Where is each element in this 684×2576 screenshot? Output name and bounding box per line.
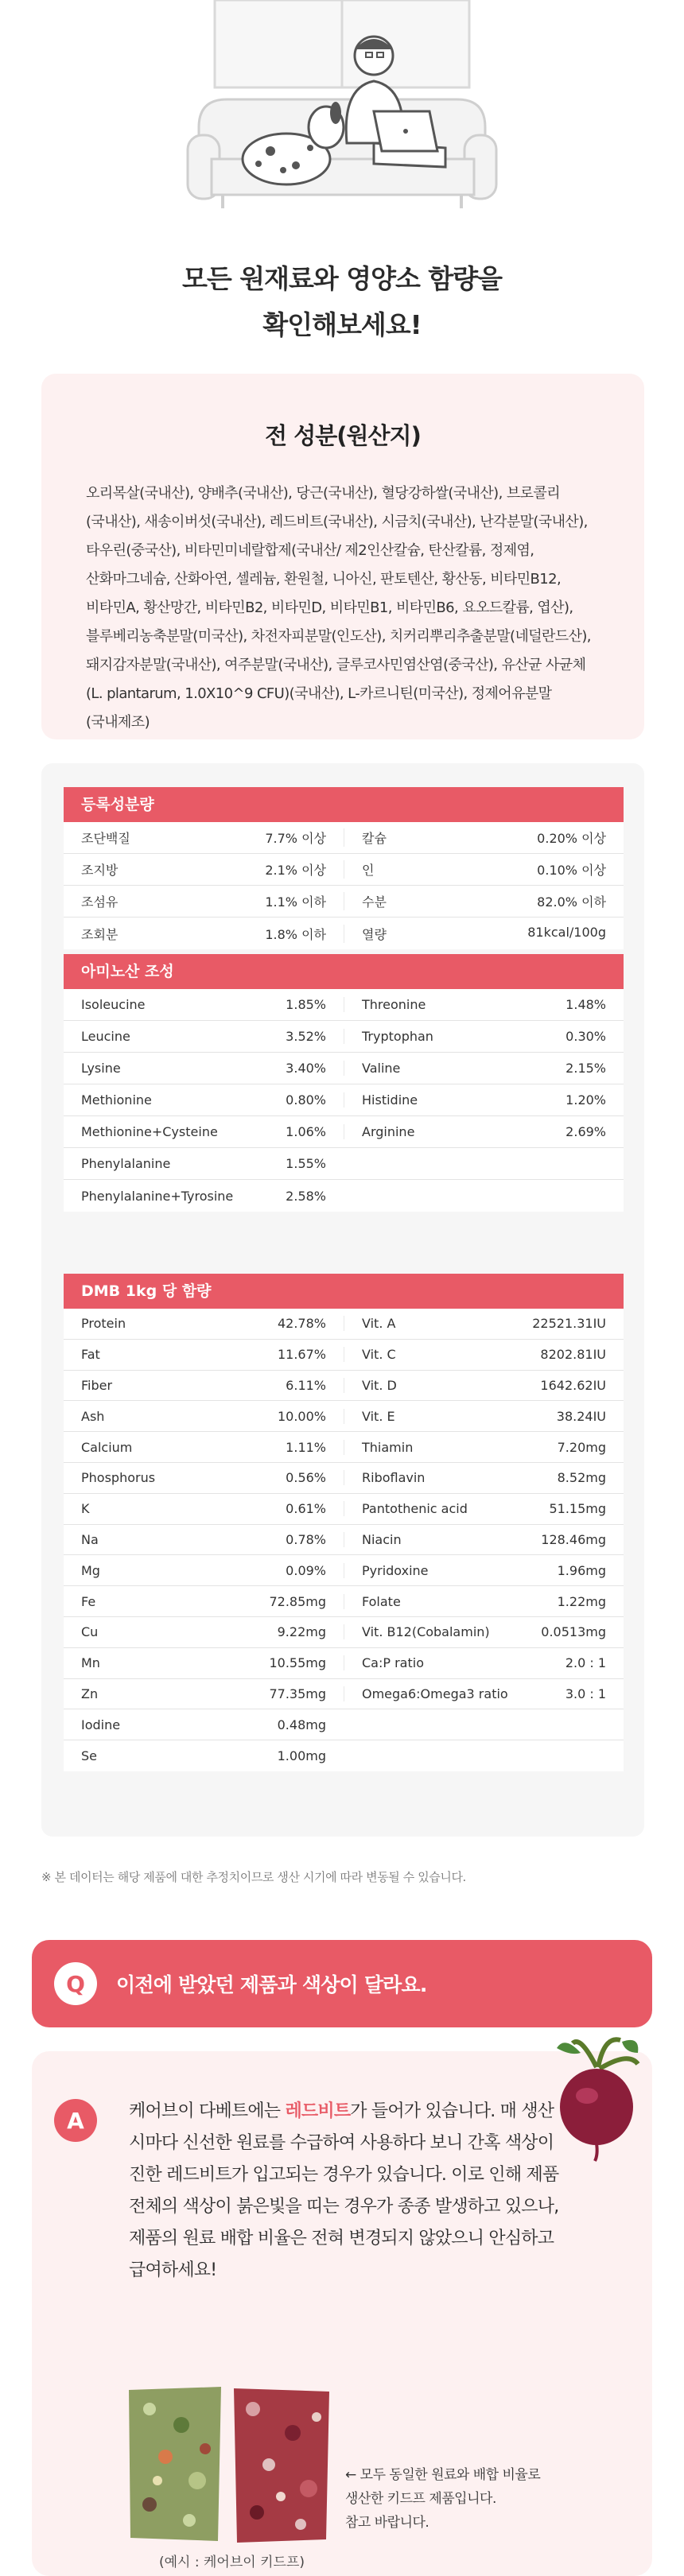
- nutrient-name: Vit. B12(Cobalamin): [362, 1624, 490, 1640]
- hero-section: [0, 0, 684, 374]
- nutrient-value: 0.30%: [565, 1029, 606, 1044]
- nutrient-value: 1.20%: [565, 1092, 606, 1108]
- table-cell: [64, 1563, 344, 1578]
- side-note-line-2: 생산한 키드프 제품입니다.: [345, 2491, 496, 2507]
- table-row: [64, 822, 624, 854]
- table-cell: [344, 1316, 624, 1331]
- table-row: [64, 1463, 624, 1494]
- table-cell: [64, 997, 344, 1012]
- table-row: [64, 854, 624, 886]
- nutrient-value: 7.20mg: [557, 1439, 606, 1455]
- table-row: [64, 1555, 624, 1586]
- table-cell: [64, 1189, 344, 1204]
- nutrient-name: Phosphorus: [81, 1470, 156, 1486]
- table-cell: [64, 1156, 344, 1171]
- nutrient-value: 3.52%: [286, 1029, 326, 1044]
- table-cell: [64, 1501, 344, 1516]
- table-cell: [344, 1061, 624, 1076]
- nutrient-value: 1.96mg: [557, 1562, 606, 1578]
- nutrient-name: Vit. E: [362, 1408, 395, 1424]
- nutrient-name: K: [81, 1501, 90, 1517]
- table-cell: [344, 1594, 624, 1609]
- nutrient-name: Vit. C: [362, 1347, 396, 1363]
- table-row: [64, 1340, 624, 1371]
- table-cell: [344, 1124, 624, 1139]
- nutrient-value: 1.85%: [286, 997, 326, 1012]
- nutrient-value: 72.85mg: [269, 1593, 326, 1609]
- table-row: [64, 1709, 624, 1740]
- table-cell: [64, 892, 344, 910]
- nutrient-value: 8202.81IU: [540, 1347, 606, 1363]
- table-cell: [64, 1092, 344, 1108]
- table-row: [64, 1617, 624, 1648]
- table-cell: [344, 1501, 624, 1516]
- table-row: [64, 918, 624, 949]
- nutrient-value: 0.56%: [286, 1470, 326, 1486]
- nutrient-value: 0.80%: [286, 1092, 326, 1108]
- nutrient-value: 10.55mg: [269, 1655, 326, 1671]
- amino-section: [64, 954, 624, 1212]
- headline-line-1: 모든 원재료와 영양소 함량을: [181, 263, 502, 294]
- answer-mark-badge: A: [54, 2099, 97, 2142]
- table-cell: [64, 1378, 344, 1393]
- table-cell: [64, 925, 344, 943]
- nutrient-value: 1.06%: [286, 1124, 326, 1139]
- nutrient-name: Niacin: [362, 1531, 402, 1547]
- nutrient-name: Phenylalanine+Tyrosine: [81, 1188, 234, 1204]
- nutrient-name: 칼슘: [362, 831, 387, 846]
- dmb-table: [64, 1309, 624, 1771]
- qa-section: [32, 1940, 652, 2576]
- table-row: [64, 1021, 624, 1053]
- ingredients-title: 전 성분(원산지): [265, 422, 421, 449]
- table-cell: [64, 1594, 344, 1609]
- nutrient-name: 조단백질: [81, 831, 130, 846]
- nutrient-name: Methionine: [81, 1092, 152, 1108]
- nutrient-value: 1.22mg: [557, 1593, 606, 1609]
- table-cell: [64, 1440, 344, 1455]
- question-mark-badge: Q: [54, 1962, 97, 2005]
- red-product-image: [234, 2388, 329, 2543]
- question-bar: [32, 1940, 652, 2027]
- nutrient-name: 수분: [362, 894, 387, 910]
- table-row: [64, 1494, 624, 1525]
- nutrient-name: Cu: [81, 1624, 99, 1640]
- page-headline: [0, 256, 684, 348]
- nutrition-tables-panel: [41, 763, 644, 1837]
- amino-section-title: 아미노산 조성: [64, 954, 624, 989]
- nutrient-name: Se: [81, 1748, 97, 1764]
- table-cell: [344, 828, 624, 847]
- product-image-caption: (예시 : 케어브이 키드프): [159, 2555, 305, 2570]
- table-row: [64, 1148, 624, 1180]
- registered-table: [64, 822, 624, 949]
- nutrient-value: 1.11%: [286, 1439, 326, 1455]
- table-row: [64, 989, 624, 1021]
- nutrient-name: Fe: [81, 1593, 96, 1609]
- nutrient-value: 2.69%: [565, 1124, 606, 1139]
- nutrient-value: 82.0% 이하: [537, 894, 606, 910]
- answer-text: [129, 2096, 574, 2287]
- table-cell: [64, 860, 344, 879]
- nutrient-name: Fat: [81, 1347, 100, 1363]
- table-cell: [344, 860, 624, 879]
- nutrient-value: 51.15mg: [549, 1501, 606, 1517]
- table-row: [64, 886, 624, 918]
- table-cell: [344, 1655, 624, 1670]
- nutrient-name: Na: [81, 1531, 99, 1547]
- nutrient-value: 6.11%: [286, 1377, 326, 1393]
- nutrient-name: Protein: [81, 1316, 126, 1332]
- amino-table: [64, 989, 624, 1212]
- nutrient-value: 22521.31IU: [532, 1316, 606, 1332]
- table-cell: [64, 1624, 344, 1639]
- nutrient-name: Lysine: [81, 1061, 121, 1076]
- nutrient-value: 3.0 : 1: [565, 1686, 606, 1701]
- nutrient-value: 8.52mg: [557, 1470, 606, 1486]
- disclaimer-note: ※ 본 데이터는 해당 제품에 대한 추정치이므로 생산 시기에 따라 변동될 수 있습니다.: [41, 1870, 466, 1884]
- table-row: [64, 1309, 624, 1340]
- nutrient-value: 9.22mg: [277, 1624, 326, 1640]
- nutrient-value: 42.78%: [277, 1316, 326, 1332]
- nutrient-value: 1.8% 이하: [265, 926, 326, 942]
- nutrient-name: Omega6:Omega3 ratio: [362, 1686, 508, 1701]
- nutrient-value: 0.0513mg: [541, 1624, 606, 1640]
- nutrient-name: Histidine: [362, 1092, 418, 1108]
- nutrient-name: Arginine: [362, 1124, 415, 1139]
- nutrient-name: Threonine: [362, 997, 426, 1012]
- nutrient-name: Leucine: [81, 1029, 130, 1044]
- nutrient-name: Mg: [81, 1562, 100, 1578]
- table-cell: [344, 892, 624, 910]
- table-cell: [344, 1686, 624, 1701]
- dmb-section: [64, 1274, 624, 1771]
- ingredients-panel: [41, 374, 644, 739]
- side-note-line-3: 참고 바랍니다.: [345, 2515, 429, 2531]
- nutrient-value: 1.55%: [286, 1156, 326, 1171]
- nutrient-value: 1.48%: [565, 997, 606, 1012]
- nutrient-value: 0.20% 이상: [537, 831, 606, 846]
- nutrient-value: 1.00mg: [277, 1748, 326, 1764]
- nutrient-name: Thiamin: [362, 1439, 414, 1455]
- product-sample-images: [126, 2385, 332, 2544]
- table-cell: [64, 1686, 344, 1701]
- headline-line-2: 확인해보세요!: [262, 309, 422, 340]
- table-cell: [64, 1748, 344, 1763]
- table-row: [64, 1525, 624, 1556]
- table-cell: [64, 1347, 344, 1362]
- nutrient-value: 0.48mg: [277, 1717, 326, 1732]
- nutrient-value: 0.10% 이상: [537, 863, 606, 878]
- person-with-dog-illustration: [0, 0, 684, 239]
- table-cell: [344, 925, 624, 943]
- nutrient-name: Ash: [81, 1408, 105, 1424]
- nutrient-name: 조섬유: [81, 894, 119, 910]
- table-row: [64, 1116, 624, 1148]
- nutrient-value: 1642.62IU: [540, 1377, 606, 1393]
- nutrient-name: Vit. D: [362, 1377, 397, 1393]
- nutrient-value: 7.7% 이상: [265, 831, 326, 846]
- table-cell: [344, 1532, 624, 1547]
- nutrient-value: 3.40%: [286, 1061, 326, 1076]
- nutrient-value: 128.46mg: [541, 1531, 606, 1547]
- table-cell: [344, 1470, 624, 1485]
- table-cell: [64, 1029, 344, 1044]
- nutrient-value: 0.78%: [286, 1531, 326, 1547]
- table-row: [64, 1432, 624, 1463]
- registered-section-title: 등록성분량: [64, 787, 624, 822]
- nutrient-name: Fiber: [81, 1377, 113, 1393]
- table-cell: [344, 1409, 624, 1424]
- table-cell: [64, 1655, 344, 1670]
- nutrient-value: 0.09%: [286, 1562, 326, 1578]
- table-cell: [344, 1563, 624, 1578]
- table-cell: [64, 1124, 344, 1139]
- nutrient-name: Pantothenic acid: [362, 1501, 468, 1517]
- nutrient-name: Mn: [81, 1655, 100, 1671]
- nutrient-value: 2.1% 이상: [265, 863, 326, 878]
- nutrient-value: 2.58%: [286, 1188, 326, 1204]
- table-row: [64, 1180, 624, 1212]
- answer-text-pre: 케어브이 다베트에는: [129, 2101, 286, 2121]
- table-row: [64, 1084, 624, 1116]
- ingredients-text: 오리목살(국내산), 양배추(국내산), 당근(국내산), 혈당강하쌀(국내산), 브로콜리(국내산), 새송이버섯(국내산), 레드비트(국내산), 시금치(국내산), 난각분말(국내산), 타우린(중국산), 비타민미네랄합제(국내산/ 제2인산칼슘, 탄산칼륨, 정제염, 산화마그네슘, 산화아연, 셀레늄, 환원철, 니아신, 판토텐산, 황산동, 비타민B12, 비타민A, 황산망간, 비타민B2, 비타민D, 비타민B1, 비타민B6, 요오드칼륨, 엽산), 블루베리농축분말(미국산), 차전자피분말(인도산), 치커리뿌리추출분말(네덜란드산), 돼지감자분말(국내산), 여주분말(국내산), 글루코사민염산염(중국산), 유산균 사균체(L. plantarum, 1.0X10^9 CFU)(국내산), L-카르니틴(미국산), 정제어유분말(국내제조): [86, 485, 591, 731]
- table-cell: [344, 1092, 624, 1108]
- nutrient-value: 0.61%: [286, 1501, 326, 1517]
- table-cell: [344, 1378, 624, 1393]
- table-cell: [64, 1717, 344, 1732]
- table-row: [64, 1679, 624, 1710]
- question-text: 이전에 받았던 제품과 색상이 달라요.: [116, 1973, 427, 1996]
- table-row: [64, 1371, 624, 1402]
- nutrient-name: Folate: [362, 1593, 401, 1609]
- table-cell: [64, 1470, 344, 1485]
- nutrient-value: 1.1% 이하: [265, 894, 326, 910]
- table-row: [64, 1648, 624, 1679]
- nutrient-name: Riboflavin: [362, 1470, 426, 1486]
- nutrient-value: 2.15%: [565, 1061, 606, 1076]
- table-cell: [64, 1409, 344, 1424]
- nutrient-value: 2.0 : 1: [565, 1655, 606, 1671]
- nutrient-value: 11.67%: [277, 1347, 326, 1363]
- nutrient-value: 77.35mg: [269, 1686, 326, 1701]
- nutrient-name: 열량: [362, 926, 387, 942]
- table-cell: [344, 1624, 624, 1639]
- nutrient-name: Zn: [81, 1686, 99, 1701]
- table-cell: [344, 1029, 624, 1044]
- table-cell: [344, 1347, 624, 1362]
- nutrient-value: 38.24IU: [556, 1408, 606, 1424]
- nutrient-name: Ca:P ratio: [362, 1655, 424, 1671]
- answer-highlight: 레드비트: [285, 2101, 351, 2121]
- registered-section: [64, 787, 624, 949]
- nutrient-name: 인: [362, 863, 375, 878]
- nutrient-name: Calcium: [81, 1439, 133, 1455]
- nutrient-name: Isoleucine: [81, 997, 146, 1012]
- table-cell: [64, 1061, 344, 1076]
- nutrient-name: Iodine: [81, 1717, 121, 1732]
- table-row: [64, 1740, 624, 1771]
- table-cell: [64, 1532, 344, 1547]
- answer-box: [32, 2051, 652, 2576]
- nutrient-name: Methionine+Cysteine: [81, 1124, 218, 1139]
- table-cell: [344, 997, 624, 1012]
- nutrient-value: 81kcal/100g: [527, 924, 606, 940]
- side-note-line-1: ← 모두 동일한 원료와 배합 비율로: [345, 2467, 541, 2483]
- nutrient-name: 조회분: [81, 926, 119, 942]
- nutrient-name: Tryptophan: [362, 1029, 433, 1044]
- table-cell: [64, 828, 344, 847]
- nutrient-name: Vit. A: [362, 1316, 396, 1332]
- nutrient-name: 조지방: [81, 863, 119, 878]
- table-row: [64, 1586, 624, 1617]
- answer-text-post: 가 들어가 있습니다. 매 생산 시마다 신선한 원료를 수급하여 사용하다 보니 간혹 색상이 진한 레드비트가 입고되는 경우가 있습니다. 이로 인해 제품 전체의 색상이 붉은빛을 띠는 경우가 종종 발생하고 있으나, 제품의 원료 배합 비율은 전혀 변경되지 않았으니 안심하고 급여하세요!: [129, 2101, 559, 2280]
- dmb-section-title: DMB 1kg 당 함량: [64, 1274, 624, 1309]
- nutrient-name: Phenylalanine: [81, 1156, 171, 1171]
- table-row: [64, 1053, 624, 1084]
- table-cell: [64, 1316, 344, 1331]
- green-product-image: [129, 2387, 221, 2541]
- table-row: [64, 1401, 624, 1432]
- nutrient-value: 10.00%: [277, 1408, 326, 1424]
- table-cell: [344, 1440, 624, 1455]
- product-side-note: [345, 2463, 540, 2535]
- nutrient-name: Pyridoxine: [362, 1562, 429, 1578]
- nutrient-name: Valine: [362, 1061, 401, 1076]
